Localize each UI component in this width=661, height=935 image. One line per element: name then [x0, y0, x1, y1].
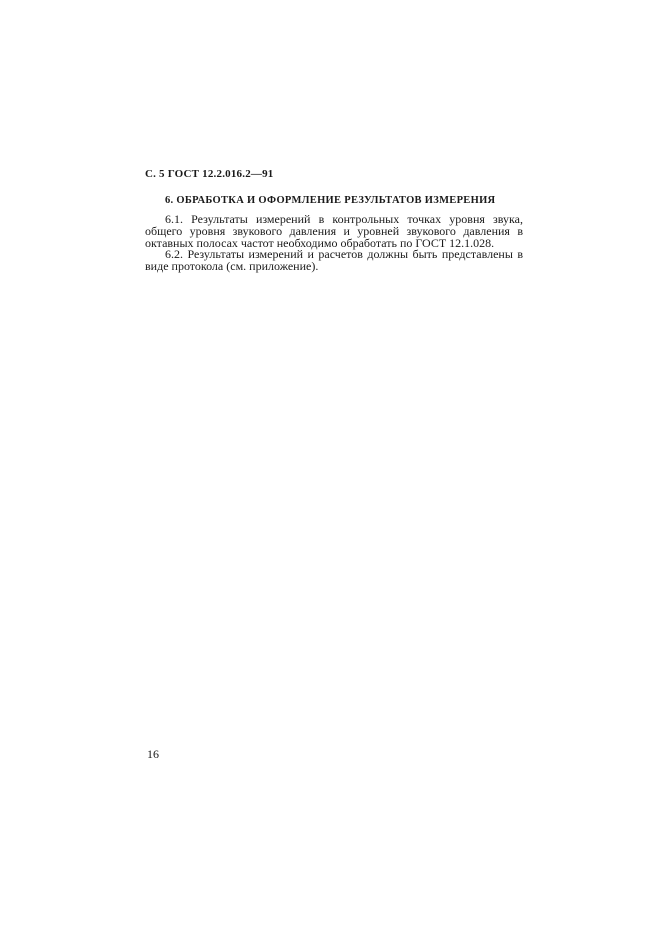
running-head: С. 5 ГОСТ 12.2.016.2—91 — [145, 168, 274, 180]
paragraph-6-2: 6.2. Результаты измерений и расчетов должны быть представлены в виде протокола (см. приложение). — [145, 247, 523, 274]
paragraph-6-1: 6.1. Результаты измерений в контрольных точках уровня звука, общего уровня звукового давления и уровней звукового давления в октавных полосах частот необходимо обработать по ГОСТ 12.1.028. — [145, 212, 523, 250]
page-number: 16 — [147, 747, 159, 761]
section-heading: 6. ОБРАБОТКА И ОФОРМЛЕНИЕ РЕЗУЛЬТАТОВ ИЗМЕРЕНИЯ — [165, 195, 496, 206]
section-body — [145, 214, 523, 273]
